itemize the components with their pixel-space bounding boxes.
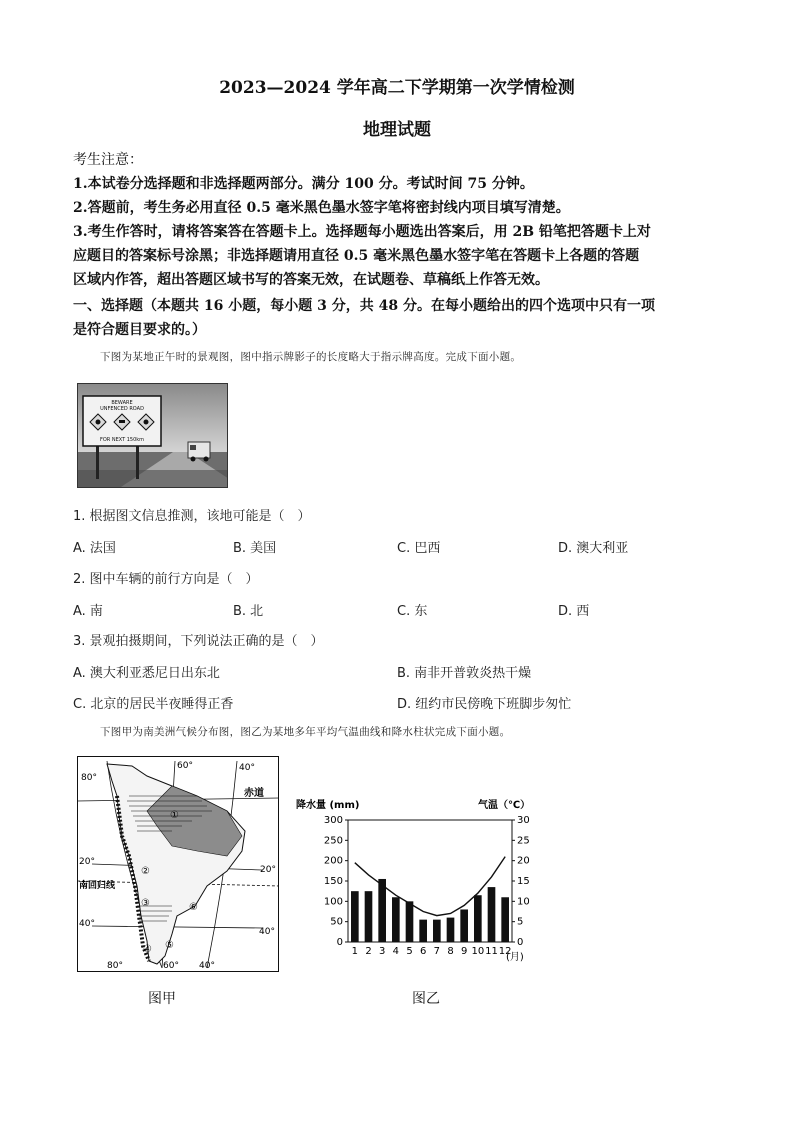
q2-option-b[interactable]: B. 北	[233, 604, 264, 619]
y2-tick-label: 10	[517, 896, 530, 908]
map-lon-top-3: 40°	[239, 763, 255, 773]
precip-bar	[351, 891, 359, 942]
landscape-photo	[77, 383, 228, 488]
x-tick-label: 9	[460, 946, 468, 957]
x-tick-label: 2	[365, 946, 372, 957]
q1-option-d[interactable]: D. 澳大利亚	[558, 541, 629, 556]
sign-text-1: BEWARE	[111, 400, 133, 406]
q2-option-c[interactable]: C. 东	[397, 604, 428, 619]
notice-item-3-line3: 区域内作答，超出答题区域书写的答案无效，在试题卷、草稿纸上作答无效。	[73, 272, 549, 288]
section-heading	[73, 294, 723, 342]
notice-item-3	[73, 220, 723, 292]
precip-bar	[474, 895, 482, 942]
y2-tick-label: 25	[517, 835, 530, 847]
chart-y2-label: 气温（℃）	[478, 800, 531, 811]
south-america-climate-map	[77, 756, 279, 972]
notice-item-3-line2: 应题目的答案标号涂黑；非选择题请用直径 0.5 毫米黑色墨水签字笔在答题卡上各题的答题	[73, 248, 640, 264]
question-2-stem: 2. 图中车辆的前行方向是（ ）	[73, 572, 259, 587]
precip-bar	[433, 920, 441, 942]
precip-bar	[488, 887, 496, 942]
map-lon-bottom-3: 40°	[199, 961, 215, 971]
q1-option-b[interactable]: B. 美国	[233, 541, 277, 556]
question-3-stem: 3. 景观拍摄期间，下列说法正确的是（ ）	[73, 634, 324, 649]
x-tick-label: 6	[419, 946, 427, 957]
q1-option-c[interactable]: C. 巴西	[397, 541, 441, 556]
y2-tick-label: 15	[517, 876, 530, 887]
section-heading-line2: 是符合题目要求的。）	[73, 322, 206, 338]
q2-option-d[interactable]: D. 西	[558, 604, 590, 619]
notice-heading: 考生注意：	[73, 152, 143, 168]
precip-bar	[419, 920, 427, 942]
map-marker-5: ⑤	[165, 940, 174, 951]
equator-label: 赤道	[244, 788, 264, 799]
map-marker-4: ④	[143, 944, 152, 955]
precip-bar	[501, 897, 509, 942]
y2-tick-label: 0	[517, 937, 524, 948]
x-tick-label: 10	[471, 946, 485, 957]
q2-option-a[interactable]: A. 南	[73, 604, 103, 619]
y-tick-label: 250	[323, 835, 343, 847]
x-tick-label: 8	[447, 946, 454, 957]
x-tick-label: 7	[433, 946, 441, 957]
question-1-stem: 1. 根据图文信息推测，该地可能是（ ）	[73, 509, 311, 524]
tropic-label: 南回归线	[79, 881, 116, 891]
map-marker-6: ⑥	[189, 902, 198, 913]
map-lon-top-1: 80°	[81, 773, 97, 783]
precip-bar	[392, 897, 400, 942]
map-lat-right-1: 20°	[260, 865, 276, 875]
exam-subtitle: 地理试题	[363, 120, 431, 140]
y2-tick-label: 5	[517, 916, 524, 928]
map-lon-top-2: 60°	[177, 761, 193, 771]
y-tick-label: 200	[323, 855, 343, 867]
sign-text-2: UNFENCED ROAD	[100, 406, 144, 412]
chart-x-label: (月)	[506, 952, 524, 963]
map-lat-right-2: 40°	[259, 927, 275, 937]
notice-item-2: 2.答题前，考生务必用直径 0.5 毫米黑色墨水签字笔将密封线内项目填写清楚。	[73, 200, 570, 216]
precip-bar	[460, 909, 468, 942]
caption-figure-a: 图甲	[148, 991, 176, 1007]
precip-bar	[447, 918, 455, 942]
caption-figure-b: 图乙	[412, 991, 440, 1007]
notice-item-3-line1: 3.考生作答时，请将答案答在答题卡上。选择题每小题选出答案后，用 2B 铅笔把答题卡上对	[73, 224, 651, 240]
temperature-line	[355, 857, 505, 916]
map-lat-left-2: 40°	[79, 919, 95, 929]
y-tick-label: 100	[323, 896, 343, 908]
q3-option-a[interactable]: A. 澳大利亚悉尼日出东北	[73, 666, 220, 681]
map-marker-3: ③	[141, 898, 150, 909]
exam-title: 2023—2024 学年高二下学期第一次学情检测	[219, 78, 575, 98]
map-lon-bottom-1: 80°	[107, 961, 123, 971]
y-tick-label: 300	[323, 815, 343, 826]
map-lat-left-1: 20°	[79, 857, 95, 867]
precip-bar	[378, 879, 386, 942]
x-tick-label: 12	[498, 946, 512, 957]
intro-text-1: 下图为某地正午时的景观图，图中指示牌影子的长度略大于指示牌高度。完成下面小题。	[100, 351, 522, 363]
precip-bar	[406, 901, 414, 942]
notice-item-1: 1.本试卷分选择题和非选择题两部分。满分 100 分。考试时间 75 分钟。	[73, 176, 534, 192]
precip-bar	[365, 891, 373, 942]
y2-tick-label: 30	[517, 815, 530, 826]
section-heading-line1: 一、选择题（本题共 16 小题，每小题 3 分，共 48 分。在每小题给出的四个选项中只有一项	[73, 298, 655, 314]
map-lon-bottom-2: 60°	[163, 961, 179, 971]
y-tick-label: 0	[336, 937, 343, 948]
y-tick-label: 150	[323, 876, 343, 887]
q1-option-a[interactable]: A. 法国	[73, 541, 116, 556]
q3-option-b[interactable]: B. 南非开普敦炎热干燥	[397, 666, 532, 681]
intro-text-2: 下图甲为南美洲气候分布图，图乙为某地多年平均气温曲线和降水柱状完成下面小题。	[100, 726, 511, 738]
x-tick-label: 4	[392, 946, 400, 957]
x-tick-label: 5	[406, 946, 413, 957]
chart-y-label: 降水量 (mm)	[296, 800, 360, 811]
map-marker-2: ②	[141, 866, 150, 877]
sign-text-3: FOR NEXT 150km	[99, 437, 145, 443]
x-tick-label: 11	[485, 946, 498, 957]
x-tick-label: 1	[351, 946, 359, 957]
q3-option-c[interactable]: C. 北京的居民半夜睡得正香	[73, 697, 234, 712]
q3-option-d[interactable]: D. 纽约市民傍晚下班脚步匆忙	[397, 697, 572, 712]
map-marker-1: ①	[170, 810, 179, 821]
climate-chart	[290, 790, 550, 970]
y2-tick-label: 20	[517, 855, 530, 867]
y-tick-label: 50	[330, 916, 343, 928]
x-tick-label: 3	[378, 946, 386, 957]
